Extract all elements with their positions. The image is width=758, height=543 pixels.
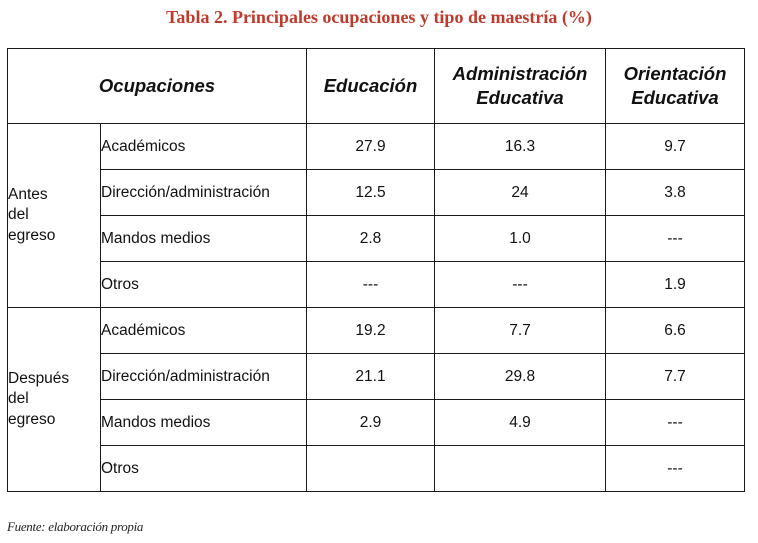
occupation-cell: Dirección/administración (101, 170, 307, 216)
occupation-cell: Académicos (101, 308, 307, 354)
table-title: Tabla 2. Principales ocupaciones y tipo de maestría (%) (166, 7, 592, 27)
header-row (8, 49, 745, 124)
table-row (8, 170, 745, 216)
group-label-after: Después del egreso (8, 308, 101, 492)
occupation-cell: Mandos medios (101, 216, 307, 262)
orientation-cell: 9.7 (606, 124, 745, 170)
header-administration: Administración Educativa (435, 49, 606, 124)
table-row (8, 262, 745, 308)
administration-cell: --- (435, 262, 606, 308)
table-row (8, 354, 745, 400)
administration-cell: 24 (435, 170, 606, 216)
administration-cell: 4.9 (435, 400, 606, 446)
orientation-cell: 7.7 (606, 354, 745, 400)
education-cell: 2.9 (307, 400, 435, 446)
occupation-cell: Dirección/administración (101, 354, 307, 400)
orientation-cell: --- (606, 446, 745, 492)
occupation-cell: Mandos medios (101, 400, 307, 446)
header-orientation: Orientación Educativa (606, 49, 745, 124)
table-row (8, 446, 745, 492)
administration-cell: 7.7 (435, 308, 606, 354)
administration-cell: 1.0 (435, 216, 606, 262)
orientation-cell: --- (606, 400, 745, 446)
education-cell: 2.8 (307, 216, 435, 262)
table-row (8, 124, 745, 170)
administration-cell: 29.8 (435, 354, 606, 400)
occupation-cell: Otros (101, 262, 307, 308)
occupation-cell: Académicos (101, 124, 307, 170)
header-education: Educación (307, 49, 435, 124)
orientation-cell: --- (606, 216, 745, 262)
header-occupations: Ocupaciones (8, 49, 307, 124)
occupation-cell: Otros (101, 446, 307, 492)
table-row (8, 308, 745, 354)
table-row (8, 400, 745, 446)
education-cell: 19.2 (307, 308, 435, 354)
table-row (8, 216, 745, 262)
education-cell: 27.9 (307, 124, 435, 170)
education-cell: 21.1 (307, 354, 435, 400)
occupations-table (7, 48, 745, 492)
administration-cell: 16.3 (435, 124, 606, 170)
orientation-cell: 6.6 (606, 308, 745, 354)
education-cell: 12.5 (307, 170, 435, 216)
education-cell (307, 446, 435, 492)
group-label-before: Antes del egreso (8, 124, 101, 308)
source-note: Fuente: elaboración propia (7, 519, 144, 534)
administration-cell (435, 446, 606, 492)
orientation-cell: 1.9 (606, 262, 745, 308)
education-cell: --- (307, 262, 435, 308)
orientation-cell: 3.8 (606, 170, 745, 216)
